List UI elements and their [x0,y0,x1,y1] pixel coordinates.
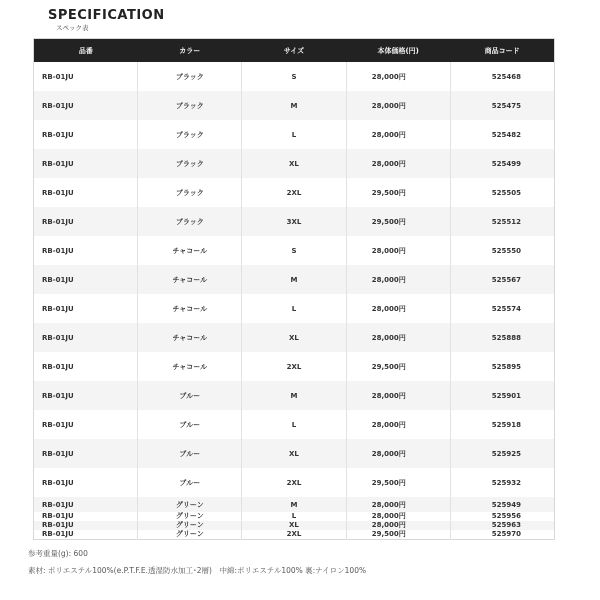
cell-product-number: RB-01JU [34,62,138,91]
cell-size: 3XL [242,207,346,236]
cell-product-code: 525932 [450,468,554,497]
table-row [34,439,555,468]
cell-size: 2XL [242,352,346,381]
cell-color: チャコール [138,294,242,323]
cell-color: ブルー [138,381,242,410]
cell-price: 28,000円 [346,512,450,521]
cell-product-number: RB-01JU [34,265,138,294]
cell-price: 28,000円 [346,294,450,323]
page-title: SPECIFICATION [48,8,165,23]
table-row [34,410,555,439]
cell-color: ブラック [138,62,242,91]
cell-color: ブラック [138,120,242,149]
table-row [34,521,555,530]
cell-price: 29,500円 [346,468,450,497]
cell-price: 28,000円 [346,91,450,120]
cell-product-code: 525468 [450,62,554,91]
cell-size: M [242,91,346,120]
cell-product-code: 525963 [450,521,554,530]
table-row [34,91,555,120]
cell-price: 29,500円 [346,178,450,207]
cell-product-code: 525970 [450,530,554,540]
table-body [34,62,555,540]
cell-price: 28,000円 [346,410,450,439]
cell-price: 28,000円 [346,439,450,468]
cell-product-code: 525895 [450,352,554,381]
table-header-row [34,39,555,63]
cell-product-number: RB-01JU [34,521,138,530]
cell-price: 29,500円 [346,207,450,236]
cell-color: ブラック [138,178,242,207]
cell-product-number: RB-01JU [34,236,138,265]
cell-size: S [242,62,346,91]
cell-size: XL [242,521,346,530]
cell-color: グリーン [138,512,242,521]
cell-product-number: RB-01JU [34,381,138,410]
spec-heading [48,7,165,32]
cell-color: チャコール [138,323,242,352]
cell-product-number: RB-01JU [34,294,138,323]
cell-size: 2XL [242,178,346,207]
cell-product-number: RB-01JU [34,439,138,468]
table-row [34,178,555,207]
table-row [34,236,555,265]
cell-product-code: 525949 [450,497,554,512]
cell-product-code: 525475 [450,91,554,120]
cell-product-number: RB-01JU [34,497,138,512]
table-row [34,265,555,294]
cell-price: 28,000円 [346,497,450,512]
table-row [34,149,555,178]
table-row [34,323,555,352]
cell-product-number: RB-01JU [34,530,138,540]
cell-color: チャコール [138,352,242,381]
column-header-color: カラー [138,39,242,63]
cell-product-number: RB-01JU [34,512,138,521]
table-row [34,352,555,381]
cell-product-number: RB-01JU [34,468,138,497]
cell-price: 28,000円 [346,265,450,294]
table-row [34,512,555,521]
cell-size: L [242,294,346,323]
cell-product-code: 525499 [450,149,554,178]
table-row [34,497,555,512]
weight-note: 参考重量(g): 600 [28,549,88,558]
cell-color: ブルー [138,410,242,439]
cell-product-code: 525888 [450,323,554,352]
cell-product-number: RB-01JU [34,178,138,207]
table-row [34,294,555,323]
table-row [34,468,555,497]
cell-size: M [242,497,346,512]
column-header-price: 本体価格(円) [346,39,450,63]
material-note: 素材: ポリエステル100%(e.P.T.F.E.透湿防水加工･2層) 中綿:ポリエステル100% 裏:ナイロン100% [28,566,367,575]
cell-size: XL [242,323,346,352]
cell-price: 28,000円 [346,236,450,265]
cell-color: グリーン [138,530,242,540]
cell-product-number: RB-01JU [34,91,138,120]
cell-color: チャコール [138,236,242,265]
cell-price: 29,500円 [346,530,450,540]
table-row [34,530,555,540]
cell-price: 28,000円 [346,62,450,91]
cell-size: L [242,512,346,521]
cell-color: ブルー [138,439,242,468]
table-row [34,381,555,410]
cell-price: 28,000円 [346,323,450,352]
cell-product-number: RB-01JU [34,352,138,381]
cell-size: M [242,381,346,410]
cell-product-code: 525567 [450,265,554,294]
cell-size: 2XL [242,468,346,497]
cell-size: S [242,236,346,265]
cell-product-number: RB-01JU [34,207,138,236]
cell-size: XL [242,149,346,178]
cell-color: グリーン [138,497,242,512]
column-header-product-code: 商品コード [450,39,554,63]
cell-size: L [242,120,346,149]
cell-color: ブラック [138,207,242,236]
cell-product-number: RB-01JU [34,323,138,352]
table-row [34,207,555,236]
cell-product-code: 525956 [450,512,554,521]
spec-notes [28,545,366,579]
cell-price: 29,500円 [346,352,450,381]
cell-size: XL [242,439,346,468]
cell-product-code: 525901 [450,381,554,410]
cell-product-code: 525925 [450,439,554,468]
column-header-code: 品番 [34,39,138,63]
cell-product-code: 525550 [450,236,554,265]
cell-color: グリーン [138,521,242,530]
cell-color: ブルー [138,468,242,497]
cell-price: 28,000円 [346,381,450,410]
cell-product-number: RB-01JU [34,149,138,178]
column-header-size: サイズ [242,39,346,63]
cell-product-code: 525482 [450,120,554,149]
cell-color: ブラック [138,149,242,178]
cell-product-code: 525512 [450,207,554,236]
cell-size: L [242,410,346,439]
cell-price: 28,000円 [346,120,450,149]
page-subtitle: スペック表 [56,24,89,32]
cell-product-number: RB-01JU [34,410,138,439]
cell-product-number: RB-01JU [34,120,138,149]
cell-size: 2XL [242,530,346,540]
cell-product-code: 525505 [450,178,554,207]
table-row [34,62,555,91]
cell-color: チャコール [138,265,242,294]
cell-price: 28,000円 [346,521,450,530]
cell-product-code: 525918 [450,410,554,439]
cell-price: 28,000円 [346,149,450,178]
cell-color: ブラック [138,91,242,120]
spec-table [33,38,555,540]
table-row [34,120,555,149]
cell-product-code: 525574 [450,294,554,323]
cell-size: M [242,265,346,294]
